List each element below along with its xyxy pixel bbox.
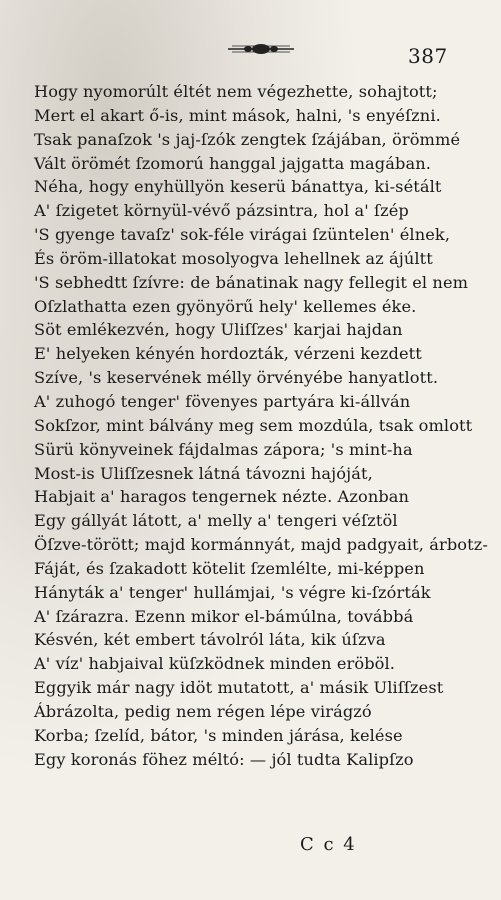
text-line: Néha, hogy enyhüllyön keserü bánattya, ki-sétált: [34, 177, 442, 197]
page-header: [0, 36, 501, 66]
text-line: Hogy nyomorúlt éltét nem végezhette, sohajtott;: [34, 82, 438, 101]
text-line: Oſzlathatta ezen gyönyörű hely' kellemes éke.: [34, 296, 417, 316]
text-line: Sokſzor, mint bálvány meg sem mozdúla, tsak omlott: [34, 415, 473, 435]
poem-text: [34, 80, 488, 771]
text-line: Szíve, 's keservének mélly örvényébe hanyatlott.: [34, 368, 439, 388]
text-line: Öſzve-törött; majd kormánnyát, majd padgyait, árbotz-: [34, 535, 488, 555]
text-line: Ábrázolta, pedig nem régen lépe virágzó: [34, 701, 372, 721]
text-line: A' ſzárazra. Ezenn mikor el-bámúlna, továbbá: [34, 606, 414, 626]
text-line: Habjait a' haragos tengernek nézte. Azonban: [34, 487, 410, 507]
text-line: És öröm-illatokat mosolyogva lehellnek az ájúltt: [34, 248, 433, 268]
text-line: 'S sebhedtt ſzívre: de bánatinak nagy fellegit el nem: [34, 272, 469, 292]
ornament-divider-icon: [226, 42, 296, 56]
text-line: Hányták a' tenger' hullámjai, 's végre ki-ſzórták: [34, 582, 431, 602]
text-line: E' helyeken kényén hordozták, vérzeni kezdett: [34, 344, 422, 364]
text-line: Egy koronás föhez méltó: — jól tudta Kalipſzo: [34, 749, 414, 769]
text-line: Söt emlékezvén, hogy Uliſſzes' karjai hajdan: [34, 320, 403, 340]
text-line: Most-is Uliſſzesnek látná távozni hajóját,: [34, 463, 373, 483]
text-line: Egy gállyát látott, a' melly a' tengeri véſztöl: [34, 511, 398, 531]
text-line: Tsak panaſzok 's jaj-ſzók zengtek ſzájában, örömmé: [34, 129, 461, 149]
text-line: Eggyik már nagy idöt mutatott, a' másik Uliſſzest: [34, 678, 444, 698]
text-line: Korba; ſzelíd, bátor, 's minden járása, kelése: [34, 725, 403, 745]
text-line: 'S gyenge tavaſz' sok-féle virágai ſzüntelen' élnek,: [34, 225, 451, 245]
page-number: 387: [408, 44, 448, 68]
text-line: Vált örömét ſzomorú hanggal jajgatta magában.: [34, 153, 431, 173]
text-line: Késvén, két embert távolról láta, kik úſzva: [34, 630, 386, 650]
text-line: A' víz' habjaival küſzködnek minden eröböl.: [34, 654, 396, 674]
text-line: A' ſzigetet környül-vévő pázsintra, hol a' ſzép: [34, 201, 409, 221]
text-line: Mert el akart ő-is, mint mások, halni, 's enyéſzni.: [34, 105, 441, 125]
text-line: Sürü könyveinek fájdalmas zápora; 's mint-ha: [34, 439, 413, 459]
printer-signature-mark: C c 4: [300, 834, 357, 855]
text-line: A' zuhogó tenger' fövenyes partyára ki-állván: [34, 391, 411, 411]
text-line: Fáját, és ſzakadott kötelit ſzemlélte, mi-képpen: [34, 558, 425, 578]
